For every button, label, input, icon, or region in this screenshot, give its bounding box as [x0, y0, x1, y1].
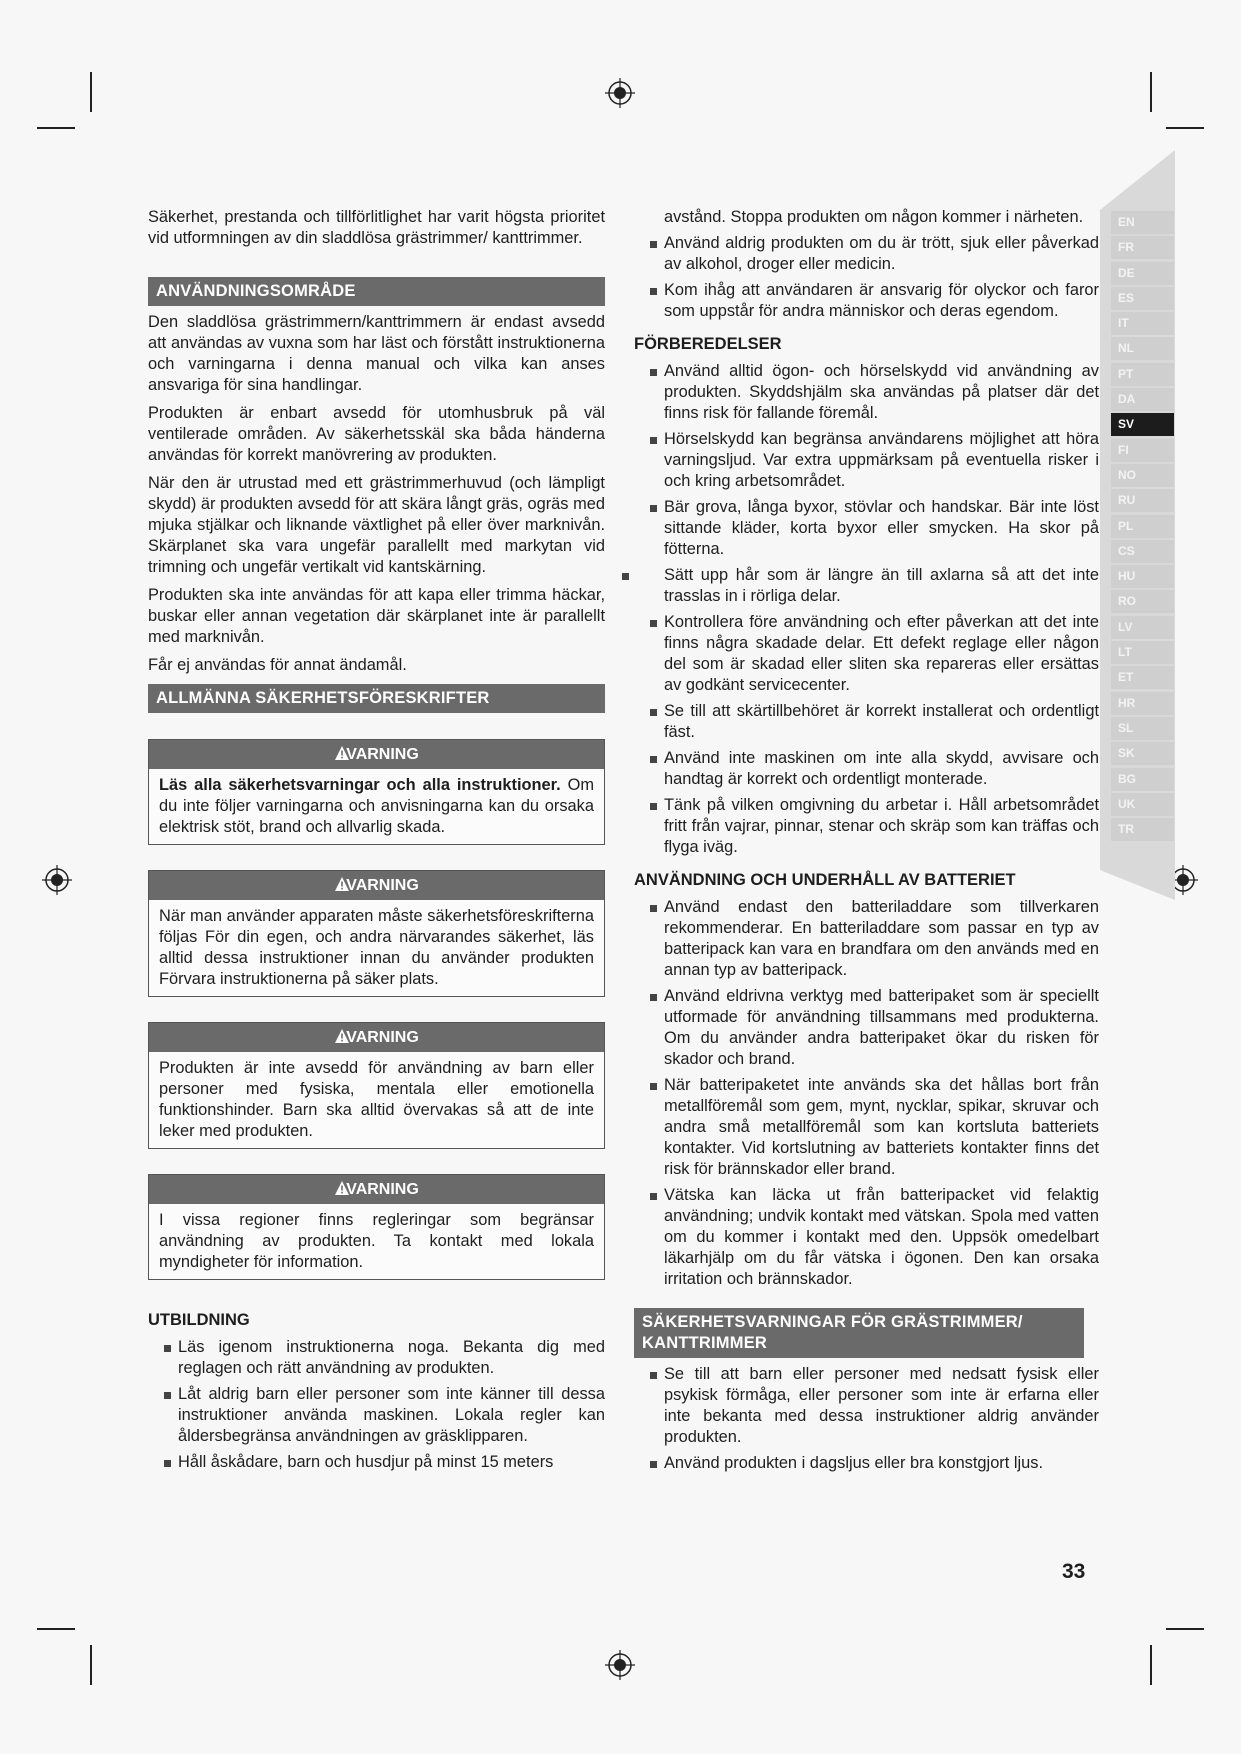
section-heading-preparations: FÖRBEREDELSER	[634, 335, 782, 353]
language-tab-hr[interactable]: HR	[1111, 692, 1174, 715]
warning-box	[148, 1174, 605, 1280]
list-item: Bär grova, långa byxor, stövlar och handskar. Bär inte löst sittande kläder, korta byxor eller smycken. Ha skor på fötterna.	[634, 497, 1099, 560]
language-tab-fr[interactable]: FR	[1111, 236, 1174, 259]
list-item: Låt aldrig barn eller personer som inte känner till dessa instruktioner använda maskinen. Lokala regler kan åldersbegränsa användningen av gräsklipparen.	[148, 1384, 605, 1447]
language-tab-et[interactable]: ET	[1111, 666, 1174, 689]
page-number: 33	[1062, 1560, 1086, 1583]
language-tab-nl[interactable]: NL	[1111, 337, 1174, 360]
language-tab-cs[interactable]: CS	[1111, 540, 1174, 563]
usage-paragraph: När den är utrustad med ett grästrimmerhuvud (och lämpligt skydd) är produkten avsedd för att skära långt gräs, ogräs med mjuka stjälkar och liknande växtlighet på eller över marknivån. Skärplanet ska vara ungefär parallellt med markytan vid trimning och ungefär vertikalt vid kantskärning.	[148, 474, 605, 576]
crop-mark	[1150, 72, 1152, 112]
usage-paragraph: Får ej användas för annat ändamål.	[148, 656, 407, 674]
language-tab-sv[interactable]: SV	[1111, 413, 1174, 436]
preparations-list	[634, 361, 1099, 858]
language-tab-no[interactable]: NO	[1111, 464, 1174, 487]
language-tab-tr[interactable]: TR	[1111, 818, 1174, 841]
warning-box	[148, 1022, 605, 1149]
language-tab-sk[interactable]: SK	[1111, 742, 1174, 765]
language-tabs	[1111, 211, 1174, 843]
warning-body-text: I vissa regioner finns regleringar som begränsar användning av produkten. Ta kontakt med lokala myndigheter för information.	[159, 1211, 594, 1271]
crop-mark	[1166, 1628, 1204, 1630]
section-heading-trimmer-safety: SÄKERHETSVARNINGAR FÖR GRÄSTRIMMER/ KANTTRIMMER	[634, 1308, 1084, 1358]
list-item: När batteripaketet inte används ska det hållas bort från metallföremål som gem, mynt, nycklar, spikar, skruvar och andra små metallföremål som kan kortsluta batteriets kontakter. Vid kortslutning av batteriets kontakter finns det risk för brännskador eller brand.	[634, 1075, 1099, 1180]
registration-mark-icon	[42, 865, 72, 895]
warning-box	[148, 870, 605, 997]
crop-mark	[90, 72, 92, 112]
intro-paragraph: Säkerhet, prestanda och tillförlitlighet har varit högsta prioritet vid utformningen av din sladdlösa grästrimmer/ kanttrimmer.	[148, 208, 605, 247]
usage-paragraph: Produkten ska inte användas för att kapa eller trimma häckar, buskar eller annan vegetation där skärplanet inte är parallellt med marknivån.	[148, 586, 605, 646]
list-item: Sätt upp hår som är längre än till axlarna så att det inte trasslas in i rörliga delar.	[618, 565, 1099, 607]
list-item: Tänk på vilken omgivning du arbetar i. Håll arbetsområdet fritt från vajrar, pinnar, stenar och skräp som kan träffas och flyga iväg.	[634, 795, 1099, 858]
battery-list	[634, 897, 1099, 1290]
list-item: Se till att skärtillbehöret är korrekt installerat och ordentligt fäst.	[634, 701, 1099, 743]
list-item: Använd produkten i dagsljus eller bra konstgjort ljus.	[634, 1453, 1099, 1474]
language-tab-es[interactable]: ES	[1111, 287, 1174, 310]
warning-heading: VARNING	[149, 740, 604, 769]
list-item: Hörselskydd kan begränsa användarens möjlighet att höra varningsljud. Var extra uppmärksam på eventuella risker i och kring arbetsområdet.	[634, 429, 1099, 492]
section-heading-general-safety: ALLMÄNNA SÄKERHETSFÖRESKRIFTER	[148, 684, 605, 713]
usage-paragraph: Produkten är enbart avsedd för utomhusbruk på väl ventilerade områden. Av säkerhetsskäl ska båda händerna användas för korrekt manövrering av produkten.	[148, 404, 605, 464]
crop-mark	[1150, 1645, 1152, 1685]
language-tab-pt[interactable]: PT	[1111, 363, 1174, 386]
crop-mark	[90, 1645, 92, 1685]
list-item: Se till att barn eller personer med nedsatt fysisk eller psykisk förmåga, eller personer som inte är erfarna eller inte bekanta med dessa instruktioner aldrig använder produkten.	[634, 1364, 1099, 1448]
warning-body-text: Om du inte följer varningarna och anvisningarna kan du orsaka elektrisk stöt, brand och allvarlig skada.	[159, 776, 594, 836]
language-tab-fi[interactable]: FI	[1111, 439, 1174, 462]
list-item: Läs igenom instruktionerna noga. Bekanta dig med reglagen och rätt användning av produkten.	[148, 1337, 605, 1379]
trimmer-safety-list	[634, 1364, 1099, 1474]
right-column	[634, 207, 1099, 1479]
list-item: Kom ihåg att användaren är ansvarig för olyckor och faror som uppstår för andra människor och deras egendom.	[634, 280, 1099, 322]
section-heading-usage: ANVÄNDNINGSOMRÅDE	[148, 277, 605, 306]
language-tab-ro[interactable]: RO	[1111, 590, 1174, 613]
warning-heading: VARNING	[149, 1023, 604, 1052]
warning-body-text: Produkten är inte avsedd för användning av barn eller personer med fysiska, mentala eller emotionella funktionshinder. Barn ska alltid övervakas så att de inte leker med produkten.	[159, 1059, 594, 1140]
language-tab-en[interactable]: EN	[1111, 211, 1174, 234]
language-tab-uk[interactable]: UK	[1111, 793, 1174, 816]
crop-mark	[37, 1628, 75, 1630]
list-item: Håll åskådare, barn och husdjur på minst 15 meters	[148, 1452, 605, 1473]
list-item: Använd inte maskinen om inte alla skydd, avvisare och handtag är korrekt och ordentligt monterade.	[634, 748, 1099, 790]
registration-mark-icon	[605, 78, 635, 108]
list-item: Använd endast den batteriladdare som tillverkaren rekommenderar. En batteriladdare som passar en typ av batteripack kan vara en brandfara om den används med en annan typ av batteripack.	[634, 897, 1099, 981]
warning-heading: VARNING	[149, 871, 604, 900]
language-tab-lv[interactable]: LV	[1111, 616, 1174, 639]
warning-bold-text: Läs alla säkerhetsvarningar och alla instruktioner.	[159, 776, 561, 794]
language-tab-lt[interactable]: LT	[1111, 641, 1174, 664]
section-heading-training: UTBILDNING	[148, 1311, 250, 1329]
list-item: Kontrollera före användning och efter påverkan att det inte finns några skadade delar. Ett defekt reglage eller någon del som är skadad eller sliten ska repareras eller ersättas av godkänt servicecenter.	[634, 612, 1099, 696]
language-tab-da[interactable]: DA	[1111, 388, 1174, 411]
language-tab-hu[interactable]: HU	[1111, 565, 1174, 588]
language-tab-bg[interactable]: BG	[1111, 768, 1174, 791]
left-column	[148, 207, 605, 1478]
usage-paragraph: Den sladdlösa grästrimmern/kanttrimmern är endast avsedd att användas av vuxna som har läst och förstått instruktionerna och varningarna i denna manual och vilka kan anses ansvariga för sina handlingar.	[148, 313, 605, 394]
section-heading-battery: ANVÄNDNING OCH UNDERHÅLL AV BATTERIET	[634, 871, 1016, 889]
warning-text	[149, 769, 604, 844]
language-tab-de[interactable]: DE	[1111, 262, 1174, 285]
warning-heading: VARNING	[149, 1175, 604, 1204]
language-tab-ru[interactable]: RU	[1111, 489, 1174, 512]
warning-body-text: När man använder apparaten måste säkerhetsföreskrifterna följas För din egen, och andra närvarandes säkerhet, läs alltid dessa instruktioner innan du använder produkten Förvara instruktionerna på säker plats.	[159, 907, 594, 988]
continuation-list	[634, 233, 1099, 322]
language-tab-sl[interactable]: SL	[1111, 717, 1174, 740]
list-item: Använd alltid ögon- och hörselskydd vid användning av produkten. Skyddshjälm ska användas på platser där det finns risk för fallande föremål.	[634, 361, 1099, 424]
language-tab-pl[interactable]: PL	[1111, 515, 1174, 538]
warning-box	[148, 739, 605, 845]
continuation-paragraph: avstånd. Stoppa produkten om någon kommer i närheten.	[664, 208, 1084, 226]
registration-mark-icon	[605, 1650, 635, 1680]
training-list	[148, 1337, 605, 1473]
list-item: Använd eldrivna verktyg med batteripaket som är speciellt utformade för användning tillsammans med produkterna. Om du använder andra batteripaket ökar du risken för skador och brand.	[634, 986, 1099, 1070]
language-tab-it[interactable]: IT	[1111, 312, 1174, 335]
list-item: Vätska kan läcka ut från batteripacket vid felaktig användning; undvik kontakt med vätskan. Spola med vatten om du kommer i kontakt med den. Uppsök omedelbart läkarhjälp om du får vätska i ögonen. Den kan orsaka irritation och brännskador.	[634, 1185, 1099, 1290]
list-item: Använd aldrig produkten om du är trött, sjuk eller påverkad av alkohol, droger eller medicin.	[634, 233, 1099, 275]
crop-mark	[37, 127, 75, 129]
crop-mark	[1166, 127, 1204, 129]
